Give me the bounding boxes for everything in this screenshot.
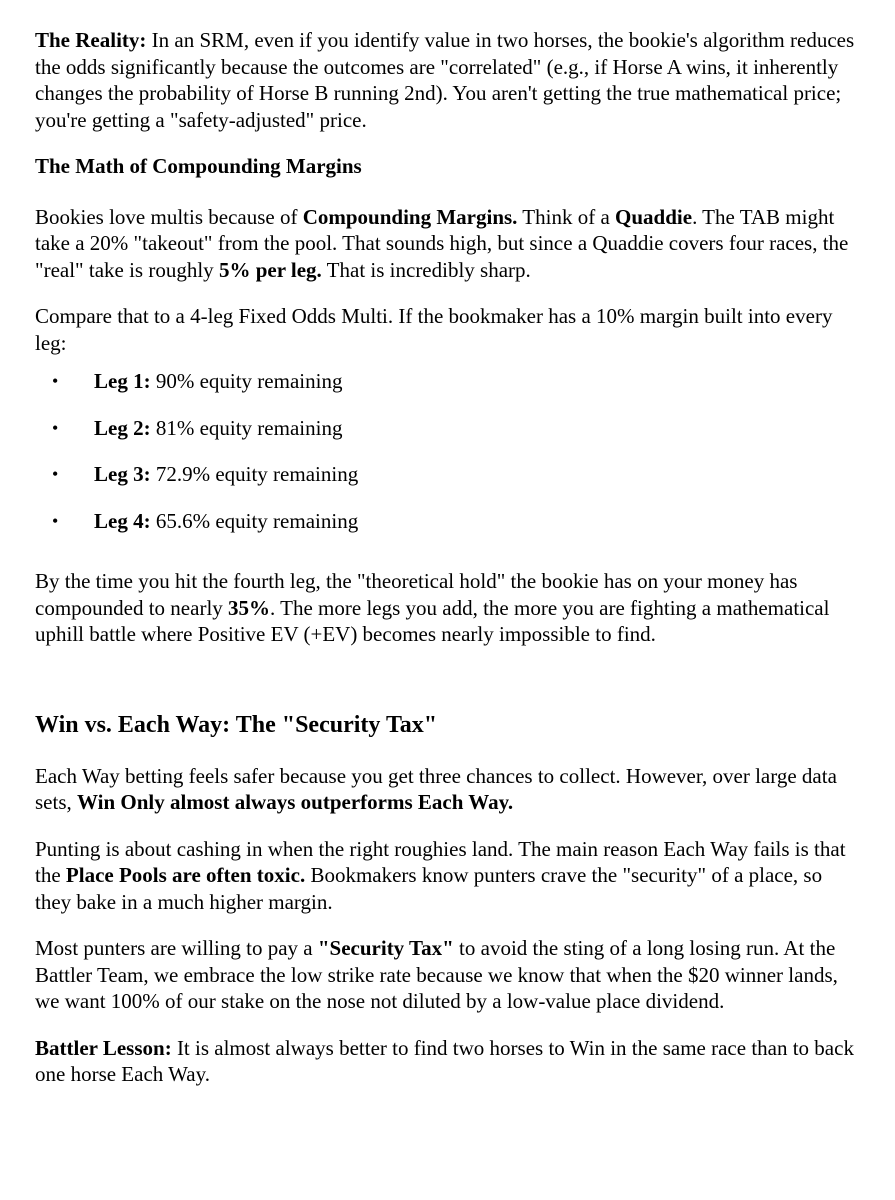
leg-label: Leg 1: [94, 369, 151, 393]
bold-segment: "Security Tax" [317, 936, 454, 960]
legs-list [35, 368, 859, 554]
leg-text: 90% equity remaining [150, 369, 343, 393]
reality-text: In an SRM, even if you identify value in two horses, the bookie's algorithm reduces the odds significantly because the outcomes are "correlated" (e.g., if Horse A wins, it inherently changes the probability of Horse B running 2nd). You aren't getting the true mathematical price; you're getting a "safety-adjusted" price. [35, 28, 855, 132]
leg-label: Leg 3: [94, 462, 151, 486]
leg-text: 72.9% equity remaining [150, 462, 359, 486]
compare-paragraph: Compare that to a 4-leg Fixed Odds Multi. If the bookmaker has a 10% margin built into every leg: [35, 304, 833, 355]
bold-segment: Quaddie [615, 204, 693, 229]
bold-segment: 5% per leg. [218, 257, 322, 282]
lesson-label: Battler Lesson: [35, 1035, 172, 1060]
theoretical-hold-paragraph [35, 568, 859, 648]
bullet-icon: • [52, 464, 59, 484]
text-segment: to avoid the sting of a long losing run. At the Battler Team, we embrace the low strike rate because we know that when the $20 winner lands, we want 100% of our stake on the nose not diluted by a low-value place dividend. [35, 936, 838, 1013]
bold-segment: Compounding Margins. [302, 204, 518, 229]
text-segment: Punting is about cashing in when the right roughies land. The main reason Each Way fails is that the [35, 836, 846, 887]
bullet-icon: • [52, 371, 59, 391]
bold-segment: 35% [228, 595, 271, 620]
bullet-icon: • [52, 417, 59, 438]
text-segment: Bookies love multis because of [35, 204, 303, 229]
text-segment: Think of a [517, 204, 616, 229]
list-item [35, 461, 859, 508]
battler-lesson-paragraph [35, 1035, 859, 1088]
text-segment: That is incredibly sharp. [321, 257, 531, 282]
text-segment: By the time you hit the fourth leg, the "theoretical hold" the bookie has on your money has compounded to nearly [35, 569, 798, 620]
math-section-heading: The Math of Compounding Margins [35, 154, 362, 178]
text-segment: . The more legs you add, the more you are fighting a mathematical uphill battle where Positive EV (+EV) becomes nearly impossible to find. [35, 595, 830, 646]
bullet-icon: • [52, 510, 59, 531]
leg-text: 81% equity remaining [150, 415, 343, 440]
text-segment: Each Way betting feels safer because you get three chances to collect. However, over large data sets, [35, 763, 837, 814]
lesson-text: It is almost always better to find two horses to Win in the same race than to back one horse Each Way. [35, 1035, 854, 1086]
bold-segment: Win Only almost always outperforms Each Way. [77, 790, 514, 814]
leg-label: Leg 2: [94, 415, 151, 440]
bold-segment: Place Pools are often toxic. [65, 863, 306, 887]
text-segment: Most punters are willing to pay a [35, 936, 318, 960]
list-item [35, 508, 859, 555]
win-section-heading: Win vs. Each Way: The "Security Tax" [35, 711, 438, 738]
reality-paragraph [35, 27, 859, 133]
reality-label: The Reality: [35, 28, 147, 52]
list-item [35, 368, 859, 415]
security-tax-paragraph [35, 935, 859, 1015]
each-way-paragraph [35, 763, 859, 816]
leg-text: 65.6% equity remaining [150, 508, 359, 533]
place-pools-paragraph [35, 836, 859, 916]
leg-label: Leg 4: [94, 508, 151, 533]
list-item [35, 415, 859, 462]
compounding-margins-paragraph [35, 204, 859, 284]
text-segment: Bookmakers know punters crave the "security" of a place, so they bake in a much higher margin. [35, 863, 823, 914]
text-segment: . The TAB might take a 20% "takeout" from the pool. That sounds high, but since a Quaddie covers four races, the "real" take is roughly [35, 204, 849, 282]
